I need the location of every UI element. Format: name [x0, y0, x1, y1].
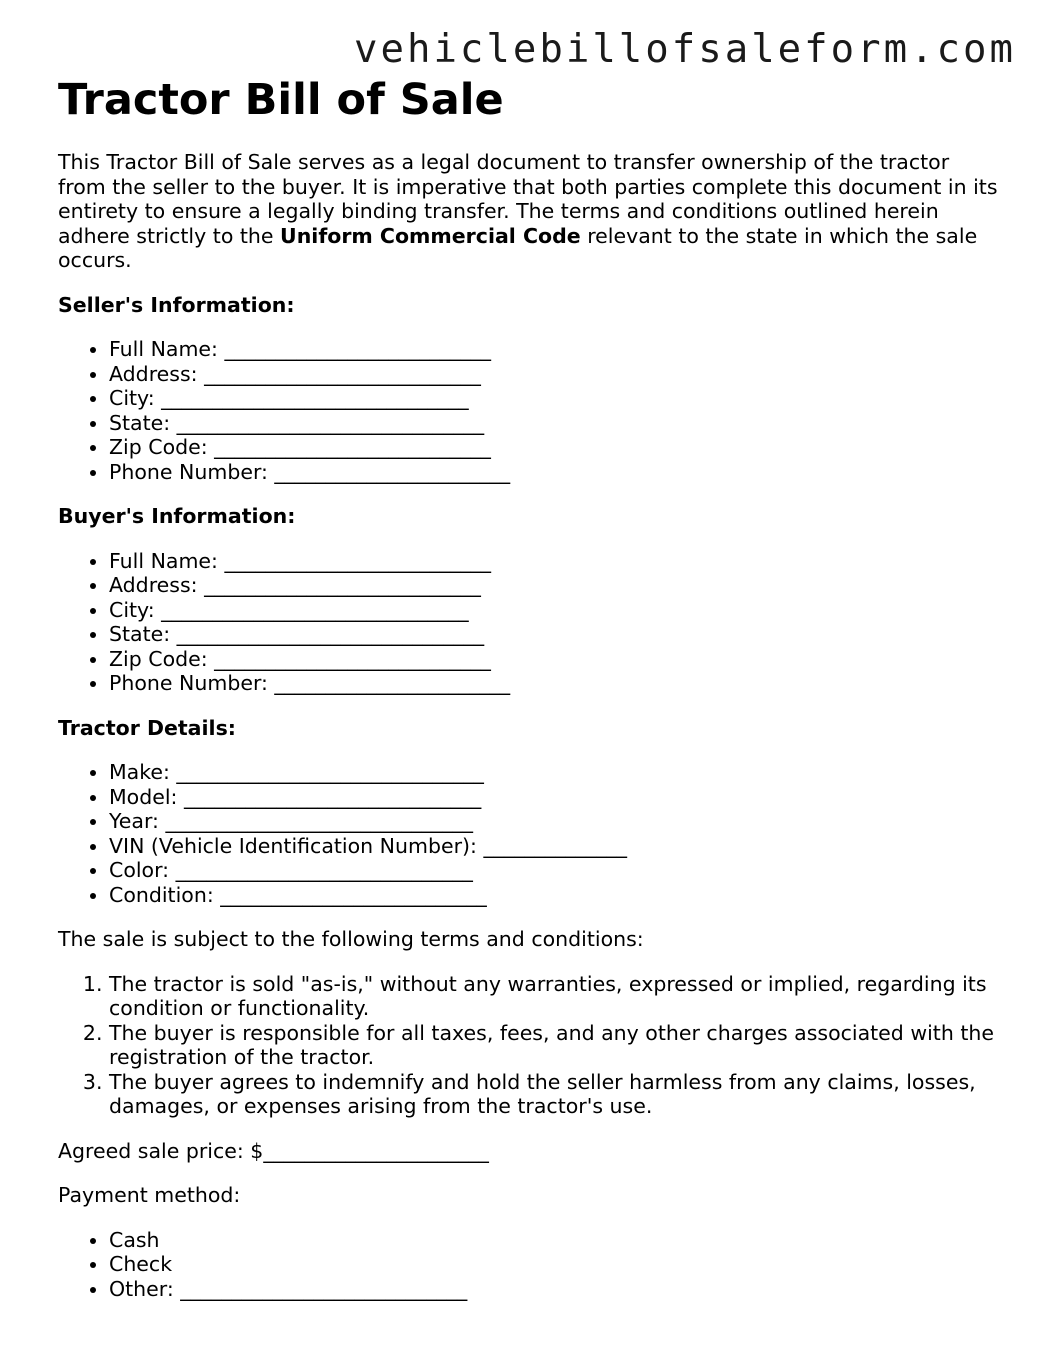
term-item: 1. The tractor is sold "as-is," without any warranties, expressed or implied, regarding its condition or functionality.: [109, 972, 998, 1021]
seller-zip-field: • Zip Code: ___________________________: [109, 435, 998, 460]
payment-heading: Payment method:: [58, 1183, 241, 1207]
term-item: 3. The buyer agrees to indemnify and hold the seller harmless from any claims, losses, damages, or expenses arising from the tractor's use.: [109, 1070, 998, 1119]
seller-full-name-field: • Full Name: __________________________: [109, 337, 998, 362]
buyer-zip-field: • Zip Code: ___________________________: [109, 647, 998, 672]
tractor-vin-field: • VIN (Vehicle Identification Number): ______________: [109, 834, 998, 859]
intro-text-after: relevant to the state in which the sale occurs.: [58, 223, 978, 272]
seller-heading: Seller's Information:: [58, 292, 295, 317]
tractor-color-field: • Color: _____________________________: [109, 858, 998, 883]
payment-options: [58, 1228, 998, 1302]
payment-option-check: • Check: [109, 1252, 998, 1277]
buyer-city-field: • City: ______________________________: [109, 598, 998, 623]
payment-option-other: • Other: ____________________________: [109, 1277, 998, 1302]
sale-price-field: Agreed sale price: $______________________: [58, 1138, 489, 1163]
page-title: Tractor Bill of Sale: [58, 75, 504, 125]
tractor-condition-field: • Condition: __________________________: [109, 883, 998, 908]
terms-list: [58, 972, 998, 1119]
buyer-state-field: • State: ______________________________: [109, 622, 998, 647]
intro-paragraph: [58, 150, 998, 273]
tractor-heading: Tractor Details:: [58, 715, 236, 740]
buyer-phone-field: • Phone Number: _______________________: [109, 671, 998, 696]
buyer-heading: Buyer's Information:: [58, 504, 296, 528]
seller-address-field: • Address: ___________________________: [109, 362, 998, 387]
tractor-make-field: • Make: ______________________________: [109, 760, 998, 785]
seller-fields: [58, 337, 998, 484]
tractor-model-field: • Model: _____________________________: [109, 785, 998, 810]
watermark: vehiclebillofsaleform.com: [354, 27, 1016, 72]
seller-state-field: • State: ______________________________: [109, 411, 998, 436]
tractor-year-field: • Year: ______________________________: [109, 809, 998, 834]
payment-option-cash: • Cash: [109, 1228, 998, 1253]
terms-intro: The sale is subject to the following terms and conditions:: [58, 927, 644, 951]
intro-bold-term: Uniform Commercial Code: [280, 223, 581, 248]
seller-city-field: • City: ______________________________: [109, 386, 998, 411]
document: [58, 75, 998, 1301]
buyer-address-field: • Address: ___________________________: [109, 573, 998, 598]
buyer-fields: [58, 549, 998, 696]
tractor-fields: [58, 760, 998, 907]
term-item: 2. The buyer is responsible for all taxes, fees, and any other charges associated with the registration of the tractor.: [109, 1021, 998, 1070]
intro-text-before: This Tractor Bill of Sale serves as a legal document to transfer ownership of the tractor from the seller to the buyer. It is imperative that both parties complete this document in its entirety to ensure a legally binding transfer. The terms and conditions outlined herein adhere strictly to the: [58, 150, 998, 248]
seller-phone-field: • Phone Number: _______________________: [109, 460, 998, 485]
buyer-full-name-field: • Full Name: __________________________: [109, 549, 998, 574]
